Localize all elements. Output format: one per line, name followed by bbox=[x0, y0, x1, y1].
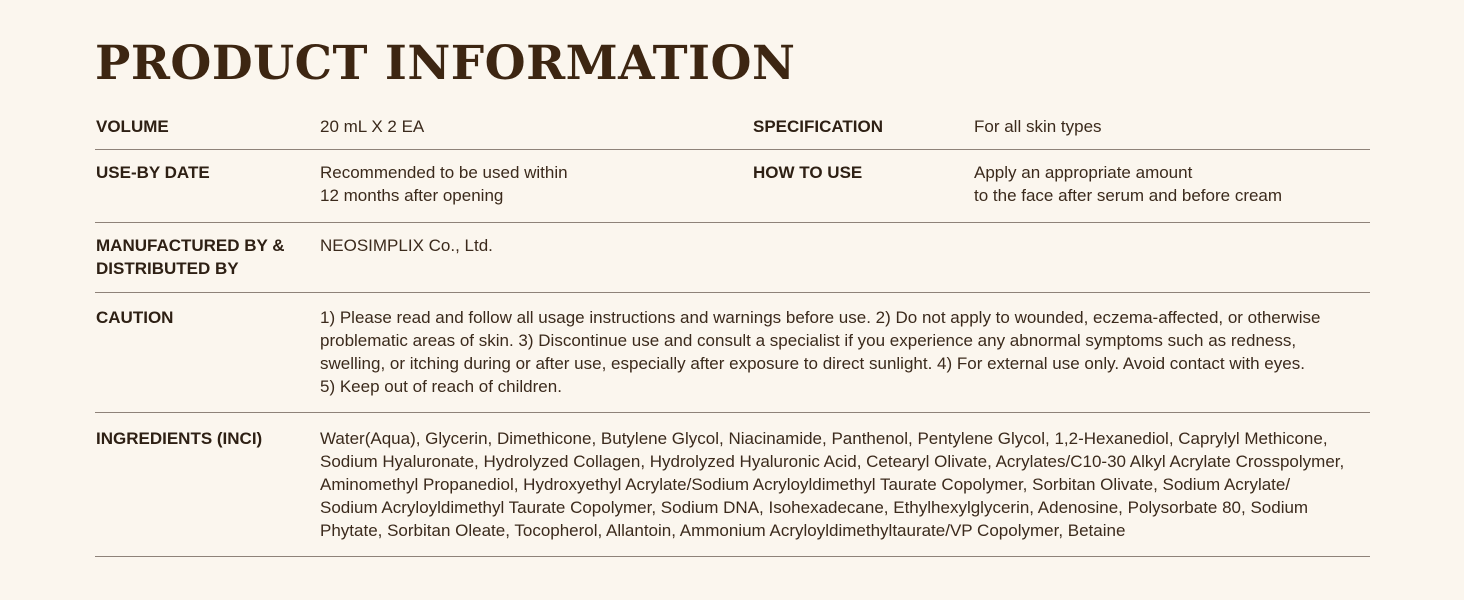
specification-value: For all skin types bbox=[974, 117, 1102, 136]
volume-value: 20 mL X 2 EA bbox=[320, 117, 425, 136]
table-row bbox=[95, 413, 1370, 557]
ingredients-value: Water(Aqua), Glycerin, Dimethicone, Butylene Glycol, Niacinamide, Panthenol, Pentylene Glycol, 1,2-Hexanediol, Caprylyl Methicone, Sodium Hyaluronate, Hydrolyzed Collagen, Hydrolyzed Hyaluronic Acid, Cetearyl Olivate, Acrylates/C10-30 Alkyl Acrylate Crosspolymer, Aminomethyl Propanediol, Hydroxyethyl Acrylate/Sodium Acryloyldimethyl Taurate Copolymer, Sorbitan Olivate, Sodium Acrylate/ Sodium Acryloyldimethyl Taurate Copolymer, Sodium DNA, Isohexadecane, Ethylhexylglycerin, Adenosine, Polysorbate 80, Sodium Phytate, Sorbitan Oleate, Tocopherol, Allantoin, Ammonium Acryloyldimethyltaurate/VP Copolymer, Betaine bbox=[320, 429, 1345, 540]
table-row bbox=[95, 293, 1370, 413]
use-by-date-value: Recommended to be used within 12 months after opening bbox=[320, 163, 568, 205]
manufacturer-label: MANUFACTURED BY & DISTRIBUTED BY bbox=[96, 236, 285, 278]
table-row bbox=[95, 104, 1370, 150]
info-table bbox=[95, 104, 1370, 557]
caution-value: 1) Please read and follow all usage instructions and warnings before use. 2) Do not apply to wounded, eczema-affected, or otherwise problematic areas of skin. 3) Discontinue use and consult a specialist if you experience any abnormal symptoms such as redness, swelling, or itching during or after use, especially after exposure to direct sunlight. 4) For external use only. Avoid contact with eyes. 5) Keep out of reach of children. bbox=[320, 308, 1321, 396]
how-to-use-label: HOW TO USE bbox=[753, 163, 863, 182]
specification-label: SPECIFICATION bbox=[753, 117, 884, 136]
page-title: PRODUCT INFORMATION bbox=[95, 36, 796, 91]
how-to-use-value: Apply an appropriate amount to the face after serum and before cream bbox=[974, 163, 1283, 205]
table-row bbox=[95, 223, 1370, 293]
volume-label: VOLUME bbox=[96, 117, 169, 136]
manufacturer-value: NEOSIMPLIX Co., Ltd. bbox=[320, 236, 493, 255]
caution-label: CAUTION bbox=[96, 308, 174, 327]
table-row bbox=[95, 150, 1370, 223]
use-by-date-label: USE-BY DATE bbox=[96, 163, 210, 182]
ingredients-label: INGREDIENTS (INCI) bbox=[96, 429, 263, 448]
